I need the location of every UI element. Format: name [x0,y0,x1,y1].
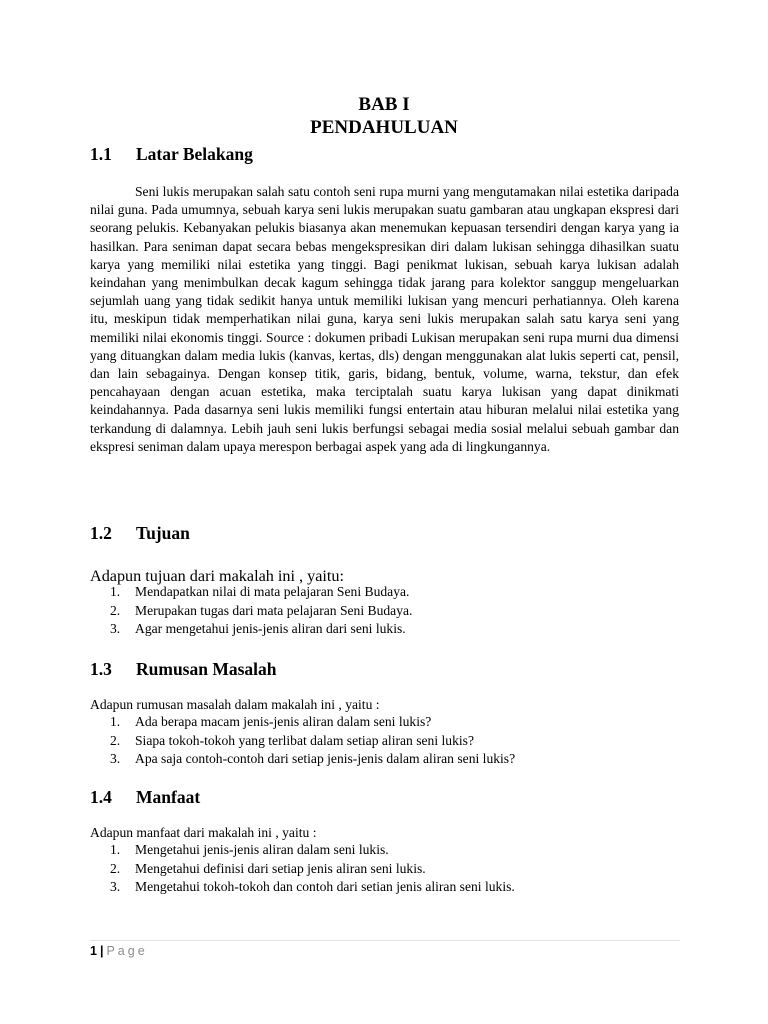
list-item: 3. Mengetahui tokoh-tokoh dan contoh dari setian jenis aliran seni lukis. [110,879,515,895]
section-number: 1.3 [90,659,112,679]
section-heading-latar-belakang [90,143,253,165]
page-label: Page [106,944,148,958]
section-title: Manfaat [136,787,201,807]
section-number: 1.4 [90,787,112,807]
tujuan-list [110,583,412,639]
list-item: 3. Apa saja contoh-contoh dari setiap jenis-jenis dalam aliran seni lukis? [110,751,516,767]
latar-belakang-paragraph: Seni lukis merupakan salah satu contoh seni rupa murni yang mengutamakan nilai estetika daripada nilai guna. Pada umumnya, sebuah karya seni lukis merupakan suatu gambaran atau ungkapan ekspresi dari seorang pelukis. Kebanyakan pelukis biasanya akan menemukan kepuasan tersendiri dengan karya yang ia hasilkan. Para seniman dapat secara bebas mengekspresikan diri dalam lukisan sehingga dihasilkan suatu karya yang memiliki nilai estetika yang tinggi. Bagi penikmat lukisan, sebuah karya lukisan adalah keindahan yang menimbulkan decak kagum sehingga tidak jarang para kolektor sanggup mengeluarkan sejumlah uang yang tidak sedikit hanya untuk memiliki lukisan yang mencuri perhatiannya. Oleh karena itu, meskipun tidak memperhatikan nilai guna, karya seni lukis merupakan salah satu karya seni yang memiliki nilai ekonomis tinggi. Source : dokumen pribadi Lukisan merupakan seni rupa murni dua dimensi yang dituangkan dalam media lukis (kanvas, kertas, dls) dengan menggunakan alat lukis seperti cat, pensil, dan lain sebagainya. Dengan konsep titik, garis, bidang, bentuk, volume, warna, tekstur, dan efek pencahayaan dengan acuan estetika, maka terciptalah suatu karya lukisan yang dapat dinikmati keindahannya. Pada dasarnya seni lukis memiliki fungsi entertain atau hiburan melalui nilai estetika yang terkandung di dalamnya. Lebih jauh seni lukis berfungsi sebagai media sosial melalui sebuah gambar dan ekspresi seniman dalam upaya merespon berbagai aspek yang ada di lingkungannya. [90,184,679,454]
section-number: 1.1 [90,144,112,164]
section-heading-manfaat [90,786,200,808]
manfaat-intro: Adapun manfaat dari makalah ini , yaitu : [90,825,317,840]
page-number: 1 [90,944,97,958]
rumusan-intro: Adapun rumusan masalah dalam makalah ini , yaitu : [90,697,380,712]
list-item: 2. Siapa tokoh-tokoh yang terlibat dalam setiap aliran seni lukis? [110,732,475,748]
page-footer [90,944,148,959]
section-title: Latar Belakang [136,144,253,164]
list-item: 2. Merupakan tugas dari mata pelajaran Seni Budaya. [110,602,413,618]
rumusan-list [110,713,515,769]
list-item: 3. Agar mengetahui jenis-jenis aliran dari seni lukis. [110,621,406,637]
tujuan-intro: Adapun tujuan dari makalah ini , yaitu: [90,567,344,585]
chapter-name: PENDAHULUAN [310,117,458,138]
section-title: Rumusan Masalah [136,659,277,679]
list-item: 1. Ada berapa macam jenis-jenis aliran dalam seni lukis? [110,714,432,729]
chapter-title [0,93,768,139]
section-heading-tujuan [90,522,190,544]
footer-separator: | [99,944,104,958]
manfaat-list [110,841,515,897]
list-item: 2. Mengetahui definisi dari setiap jenis aliran seni lukis. [110,860,426,876]
list-item: 1. Mendapatkan nilai di mata pelajaran Seni Budaya. [110,584,410,599]
section-title: Tujuan [136,523,190,543]
footer-divider [90,940,680,941]
chapter-number: BAB I [358,94,410,115]
section-number: 1.2 [90,523,112,543]
list-item: 1. Mengetahui jenis-jenis aliran dalam seni lukis. [110,842,389,857]
section-heading-rumusan-masalah [90,658,277,680]
